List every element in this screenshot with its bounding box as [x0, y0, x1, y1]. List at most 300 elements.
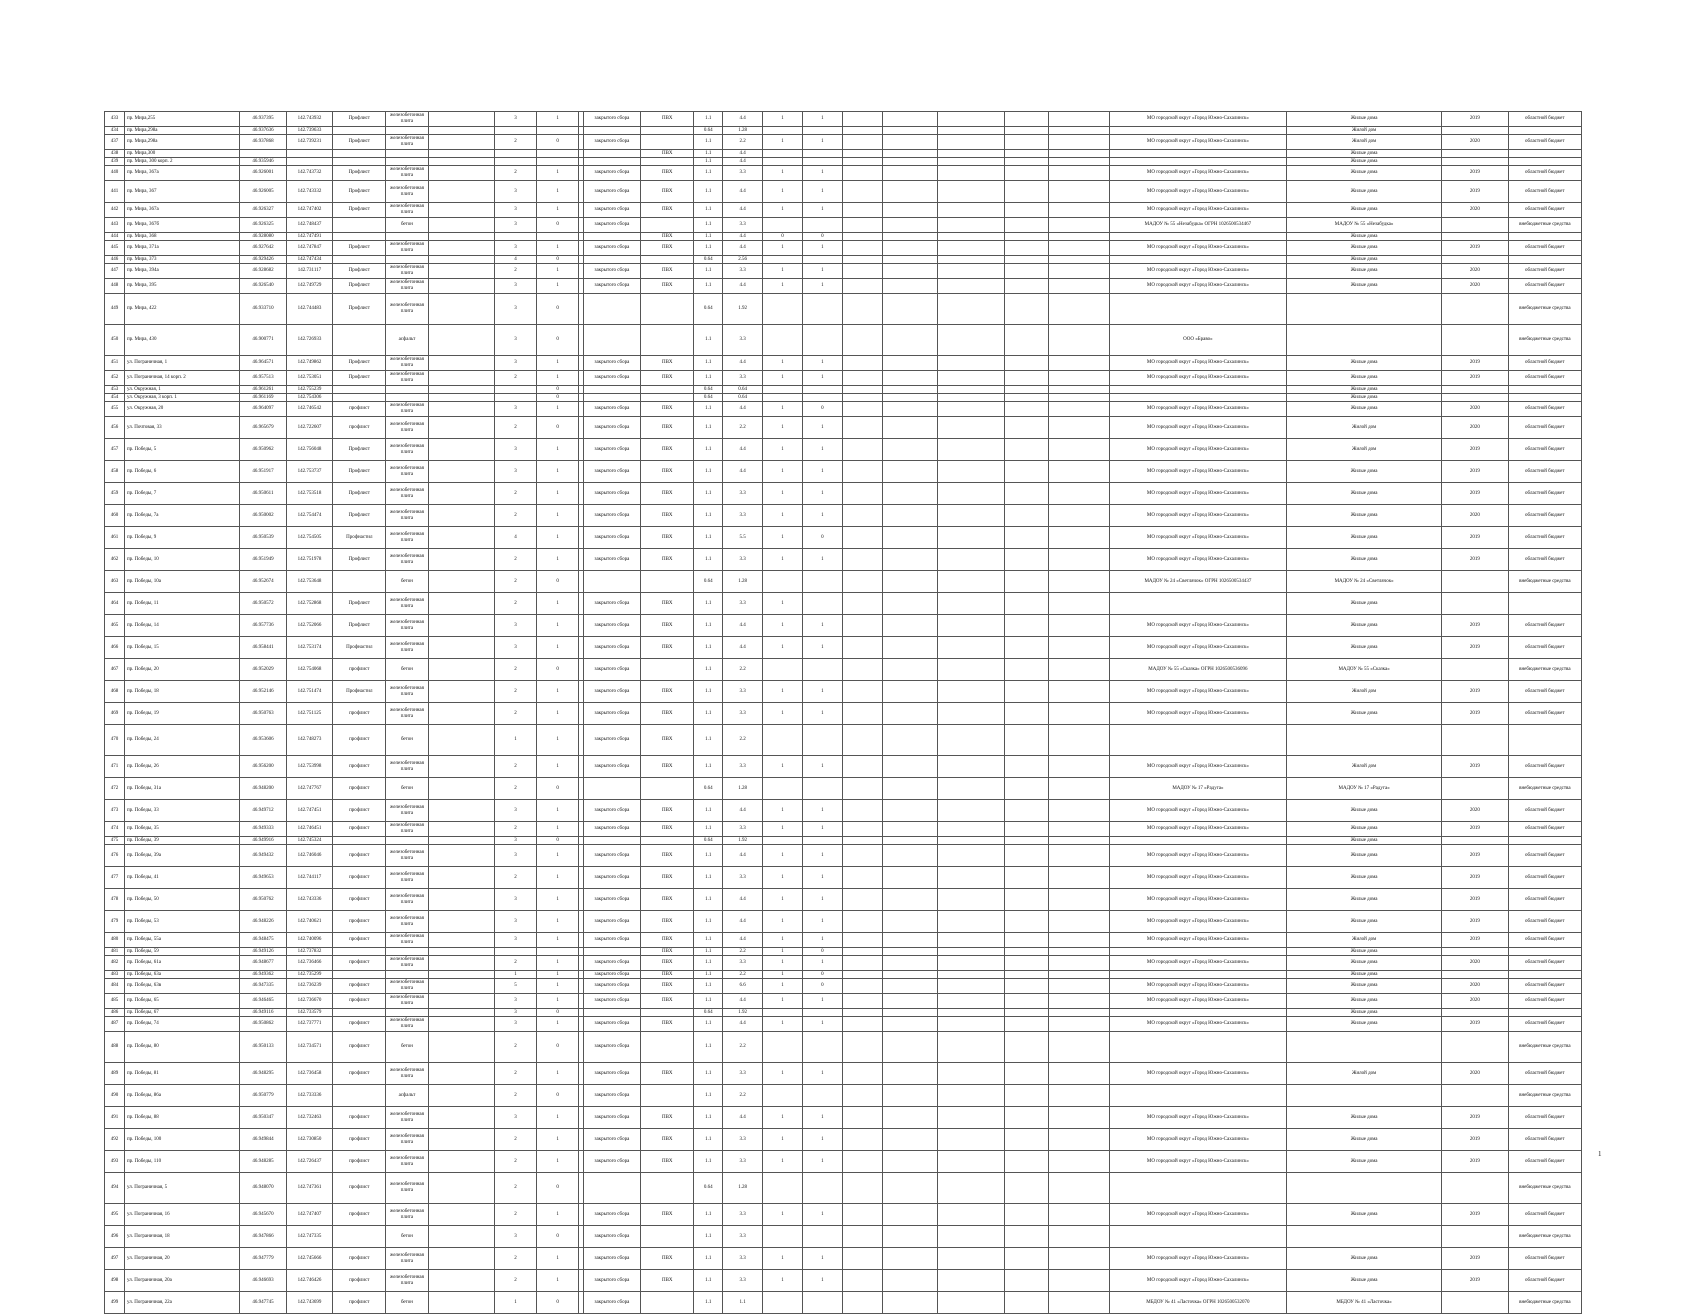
blank-cell	[428, 994, 494, 1009]
longitude-cell: 142.756048	[286, 439, 333, 461]
collection-type-cell: закрытого сбора	[583, 971, 641, 979]
total-volume-cell: 1.28	[723, 1173, 763, 1204]
planned-count-cell: 1	[763, 933, 803, 948]
containers-count-cell: 2	[494, 571, 536, 593]
blank-cell	[882, 181, 937, 203]
blank-cell	[938, 933, 1004, 948]
row-number-cell: 485	[105, 994, 125, 1009]
table-row	[105, 135, 1582, 150]
planned-bunkers-cell: 1	[802, 279, 842, 294]
base-material-cell: Профнастил	[333, 681, 386, 703]
blank-cell	[842, 1107, 882, 1129]
table-row	[105, 956, 1582, 971]
blank-cell	[842, 233, 882, 241]
blank-cell	[842, 386, 882, 394]
blank-cell	[842, 112, 882, 127]
waste-source-cell: Жилые дома	[1287, 1204, 1442, 1226]
longitude-cell: 142.754306	[286, 394, 333, 402]
base-material-cell	[333, 971, 386, 979]
blank-cell	[1004, 725, 1048, 756]
blank-cell	[1048, 1017, 1109, 1032]
blank-cell	[1048, 1009, 1109, 1017]
base-material-cell: профлист	[333, 800, 386, 822]
owner-cell: МО городской округ «Город Южно-Сахалинск»	[1109, 1129, 1286, 1151]
blank-cell	[1048, 241, 1109, 256]
total-volume-cell: 4.4	[723, 800, 763, 822]
blank-cell	[1048, 256, 1109, 264]
container-volume-cell: 1.1	[694, 527, 723, 549]
collection-type-cell: закрытого сбора	[583, 956, 641, 971]
address-cell: ул. Пограничная, 22а	[124, 1292, 239, 1314]
address-cell: ул. Окружная, 3 корп. 1	[124, 394, 239, 402]
containers-count-cell: 2	[494, 417, 536, 439]
planned-bunkers-cell	[802, 150, 842, 158]
planned-count-cell	[763, 571, 803, 593]
base-material-cell	[333, 158, 386, 166]
base-material-cell: Профлист	[333, 135, 386, 150]
total-volume-cell: 4.4	[723, 112, 763, 127]
year-cell: 2020	[1442, 1063, 1508, 1085]
blank-cell	[428, 956, 494, 971]
collection-type-cell: закрытого сбора	[583, 461, 641, 483]
planned-bunkers-cell: 0	[802, 971, 842, 979]
waste-source-cell: Жилой дом	[1287, 1063, 1442, 1085]
blank-cell	[428, 1173, 494, 1204]
blank-cell	[1004, 1270, 1048, 1292]
base-material-cell: профлист	[333, 979, 386, 994]
table-row	[105, 394, 1582, 402]
blank-cell	[882, 218, 937, 233]
container-volume-cell: 1.1	[694, 1063, 723, 1085]
total-volume-cell: 2.2	[723, 948, 763, 956]
blank-cell	[882, 439, 937, 461]
row-number-cell: 458	[105, 461, 125, 483]
planned-bunkers-cell: 1	[802, 166, 842, 181]
latitude-cell: 46.948226	[240, 911, 287, 933]
longitude-cell: 142.749862	[286, 356, 333, 371]
container-volume-cell: 0.64	[694, 294, 723, 325]
collection-type-cell	[583, 1173, 641, 1204]
address-cell: пр. Победы, 31а	[124, 778, 239, 800]
blank-cell	[1048, 725, 1109, 756]
latitude-cell: 46.951949	[240, 549, 287, 571]
table-row	[105, 637, 1582, 659]
year-cell	[1442, 394, 1508, 402]
collection-type-cell: закрытого сбора	[583, 181, 641, 203]
owner-cell: МО городской округ «Город Южно-Сахалинск»	[1109, 703, 1286, 725]
surface-cell: бетон	[386, 218, 428, 233]
collection-type-cell	[583, 571, 641, 593]
blank-cell	[1004, 549, 1048, 571]
container-volume-cell: 0.64	[694, 394, 723, 402]
bunkers-count-cell: 1	[537, 1151, 579, 1173]
funding-cell: внебюджетные средства	[1508, 218, 1581, 233]
blank-cell	[882, 158, 937, 166]
blank-cell	[938, 1226, 1004, 1248]
blank-cell	[1004, 994, 1048, 1009]
container-material-cell: ПВХ	[641, 439, 694, 461]
blank-cell	[882, 256, 937, 264]
collection-type-cell: закрытого сбора	[583, 417, 641, 439]
container-sites-table	[104, 111, 1582, 1314]
surface-cell: железобетонная плита	[386, 1173, 428, 1204]
table-row	[105, 1248, 1582, 1270]
blank-cell	[842, 527, 882, 549]
longitude-cell: 142.748273	[286, 725, 333, 756]
waste-source-cell: Жилые дома	[1287, 1017, 1442, 1032]
total-volume-cell: 3.3	[723, 371, 763, 386]
row-number-cell: 464	[105, 593, 125, 615]
bunkers-count-cell: 1	[537, 241, 579, 256]
address-cell: ул. Пограничная, 20а	[124, 1270, 239, 1292]
owner-cell: МО городской округ «Город Южно-Сахалинск»	[1109, 1248, 1286, 1270]
funding-cell: внебюджетные средства	[1508, 778, 1581, 800]
containers-count-cell: 3	[494, 994, 536, 1009]
table-row	[105, 294, 1582, 325]
blank-cell	[882, 461, 937, 483]
bunkers-count-cell: 0	[537, 571, 579, 593]
longitude-cell: 142.748437	[286, 218, 333, 233]
bunkers-count-cell: 1	[537, 112, 579, 127]
year-cell	[1442, 1173, 1508, 1204]
planned-bunkers-cell: 1	[802, 203, 842, 218]
blank-cell	[938, 1063, 1004, 1085]
surface-cell: железобетонная плита	[386, 371, 428, 386]
containers-count-cell	[494, 948, 536, 956]
blank-cell	[1004, 417, 1048, 439]
blank-cell	[842, 417, 882, 439]
table-row	[105, 505, 1582, 527]
container-material-cell: ПВХ	[641, 461, 694, 483]
blank-cell	[1048, 218, 1109, 233]
container-material-cell: ПВХ	[641, 1017, 694, 1032]
bunkers-count-cell: 1	[537, 933, 579, 948]
container-volume-cell: 1.1	[694, 948, 723, 956]
surface-cell	[386, 256, 428, 264]
container-volume-cell: 1.1	[694, 1270, 723, 1292]
year-cell	[1442, 948, 1508, 956]
year-cell: 2019	[1442, 867, 1508, 889]
longitude-cell: 142.753737	[286, 461, 333, 483]
containers-count-cell: 4	[494, 527, 536, 549]
blank-cell	[1048, 294, 1109, 325]
blank-cell	[882, 1204, 937, 1226]
total-volume-cell: 3.3	[723, 218, 763, 233]
containers-count-cell: 2	[494, 1270, 536, 1292]
address-cell: пр. Победы, 86а	[124, 1085, 239, 1107]
planned-count-cell: 1	[763, 1017, 803, 1032]
blank-cell	[428, 417, 494, 439]
waste-source-cell: Жилые дома	[1287, 279, 1442, 294]
bunkers-count-cell: 1	[537, 1017, 579, 1032]
bunkers-count-cell: 1	[537, 483, 579, 505]
collection-type-cell: закрытого сбора	[583, 1085, 641, 1107]
planned-bunkers-cell	[802, 394, 842, 402]
planned-count-cell: 1	[763, 135, 803, 150]
collection-type-cell	[583, 294, 641, 325]
blank-cell	[938, 264, 1004, 279]
row-number-cell: 445	[105, 241, 125, 256]
owner-cell	[1109, 725, 1286, 756]
planned-count-cell: 1	[763, 1204, 803, 1226]
latitude-cell: 46.950762	[240, 889, 287, 911]
blank-cell	[938, 703, 1004, 725]
blank-cell	[882, 483, 937, 505]
blank-cell	[1004, 933, 1048, 948]
waste-source-cell: Жилые дома	[1287, 549, 1442, 571]
owner-cell: МАДОУ № 55 «Незабудка» ОГРН 1026500534467	[1109, 218, 1286, 233]
blank-cell	[882, 1107, 937, 1129]
total-volume-cell: 4.4	[723, 845, 763, 867]
latitude-cell: 46.948070	[240, 1173, 287, 1204]
address-cell: пр. Победы, 39	[124, 837, 239, 845]
containers-count-cell: 3	[494, 837, 536, 845]
planned-count-cell: 0	[763, 233, 803, 241]
latitude-cell: 46.900771	[240, 325, 287, 356]
blank-cell	[428, 889, 494, 911]
owner-cell: МО городской округ «Город Южно-Сахалинск»	[1109, 756, 1286, 778]
collection-type-cell: закрытого сбора	[583, 889, 641, 911]
longitude-cell: 142.730850	[286, 1129, 333, 1151]
blank-cell	[842, 1292, 882, 1314]
collection-type-cell: закрытого сбора	[583, 933, 641, 948]
latitude-cell: 46.948677	[240, 956, 287, 971]
table-row	[105, 800, 1582, 822]
blank-cell	[428, 1063, 494, 1085]
container-volume-cell: 1.1	[694, 615, 723, 637]
blank-cell	[1048, 279, 1109, 294]
blank-cell	[938, 181, 1004, 203]
collection-type-cell: закрытого сбора	[583, 725, 641, 756]
total-volume-cell: 3.3	[723, 1204, 763, 1226]
planned-bunkers-cell: 1	[802, 264, 842, 279]
collection-type-cell: закрытого сбора	[583, 800, 641, 822]
blank-cell	[1004, 1085, 1048, 1107]
blank-cell	[428, 571, 494, 593]
blank-cell	[842, 166, 882, 181]
row-number-cell: 483	[105, 971, 125, 979]
longitude-cell: 142.754474	[286, 505, 333, 527]
blank-cell	[1004, 1248, 1048, 1270]
address-cell: пр. Победы, 50	[124, 889, 239, 911]
base-material-cell: Профлист	[333, 279, 386, 294]
surface-cell: железобетонная плита	[386, 264, 428, 279]
collection-type-cell: закрытого сбора	[583, 166, 641, 181]
blank-cell	[428, 1270, 494, 1292]
blank-cell	[882, 1063, 937, 1085]
latitude-cell: 46.957513	[240, 371, 287, 386]
funding-cell: областной бюджет	[1508, 439, 1581, 461]
base-material-cell: профлист	[333, 1248, 386, 1270]
row-number-cell: 481	[105, 948, 125, 956]
total-volume-cell: 4.4	[723, 615, 763, 637]
year-cell: 2019	[1442, 1270, 1508, 1292]
table-row	[105, 822, 1582, 837]
collection-type-cell: закрытого сбора	[583, 371, 641, 386]
blank-cell	[1004, 822, 1048, 837]
blank-cell	[882, 615, 937, 637]
latitude-cell: 46.927642	[240, 241, 287, 256]
waste-source-cell	[1287, 325, 1442, 356]
container-material-cell: ПВХ	[641, 233, 694, 241]
container-volume-cell: 1.1	[694, 956, 723, 971]
blank-cell	[428, 402, 494, 417]
waste-source-cell: Жилые дома	[1287, 166, 1442, 181]
owner-cell	[1109, 127, 1286, 135]
row-number-cell: 457	[105, 439, 125, 461]
blank-cell	[428, 166, 494, 181]
containers-count-cell: 2	[494, 1204, 536, 1226]
blank-cell	[428, 279, 494, 294]
container-material-cell: ПВХ	[641, 166, 694, 181]
base-material-cell: профлист	[333, 845, 386, 867]
funding-cell: областной бюджет	[1508, 461, 1581, 483]
total-volume-cell: 4.4	[723, 233, 763, 241]
row-number-cell: 470	[105, 725, 125, 756]
container-volume-cell: 1.1	[694, 593, 723, 615]
table-row	[105, 233, 1582, 241]
blank-cell	[938, 725, 1004, 756]
blank-cell	[428, 549, 494, 571]
collection-type-cell: закрытого сбора	[583, 1292, 641, 1314]
planned-bunkers-cell: 1	[802, 371, 842, 386]
surface-cell: железобетонная плита	[386, 681, 428, 703]
blank-cell	[428, 394, 494, 402]
bunkers-count-cell: 1	[537, 439, 579, 461]
latitude-cell: 46.950763	[240, 703, 287, 725]
container-material-cell: ПВХ	[641, 822, 694, 837]
table-row	[105, 386, 1582, 394]
collection-type-cell: закрытого сбора	[583, 845, 641, 867]
planned-count-cell: 1	[763, 461, 803, 483]
blank-cell	[938, 461, 1004, 483]
table-row	[105, 166, 1582, 181]
blank-cell	[938, 166, 1004, 181]
blank-cell	[842, 549, 882, 571]
blank-cell	[882, 386, 937, 394]
blank-cell	[1048, 1063, 1109, 1085]
container-volume-cell: 1.1	[694, 822, 723, 837]
blank-cell	[1048, 1085, 1109, 1107]
containers-count-cell: 3	[494, 279, 536, 294]
surface-cell: железобетонная плита	[386, 279, 428, 294]
waste-source-cell	[1287, 1226, 1442, 1248]
address-cell: пр. Победы, 80	[124, 1032, 239, 1063]
blank-cell	[938, 800, 1004, 822]
bunkers-count-cell: 1	[537, 402, 579, 417]
blank-cell	[938, 637, 1004, 659]
planned-count-cell: 1	[763, 637, 803, 659]
bunkers-count-cell: 1	[537, 1270, 579, 1292]
blank-cell	[1048, 166, 1109, 181]
blank-cell	[842, 845, 882, 867]
collection-type-cell: закрытого сбора	[583, 505, 641, 527]
container-volume-cell: 1.1	[694, 505, 723, 527]
blank-cell	[938, 659, 1004, 681]
blank-cell	[882, 867, 937, 889]
year-cell: 2019	[1442, 439, 1508, 461]
blank-cell	[882, 150, 937, 158]
blank-cell	[938, 1151, 1004, 1173]
year-cell	[1442, 1226, 1508, 1248]
blank-cell	[938, 135, 1004, 150]
blank-cell	[428, 756, 494, 778]
containers-count-cell: 3	[494, 402, 536, 417]
blank-cell	[882, 889, 937, 911]
owner-cell: МО городской округ «Город Южно-Сахалинск»	[1109, 681, 1286, 703]
year-cell: 2019	[1442, 112, 1508, 127]
address-cell: пр. Мира,300	[124, 150, 239, 158]
row-number-cell: 492	[105, 1129, 125, 1151]
container-volume-cell: 1.1	[694, 166, 723, 181]
planned-count-cell: 1	[763, 948, 803, 956]
container-material-cell: ПВХ	[641, 756, 694, 778]
surface-cell: бетон	[386, 659, 428, 681]
surface-cell	[386, 150, 428, 158]
blank-cell	[842, 822, 882, 837]
waste-source-cell: Жилой дом	[1287, 439, 1442, 461]
planned-count-cell: 1	[763, 1151, 803, 1173]
row-number-cell: 440	[105, 166, 125, 181]
blank-cell	[1004, 371, 1048, 386]
collection-type-cell: закрытого сбора	[583, 356, 641, 371]
owner-cell: МО городской округ «Город Южно-Сахалинск»	[1109, 1151, 1286, 1173]
containers-count-cell: 2	[494, 1248, 536, 1270]
blank-cell	[842, 241, 882, 256]
base-material-cell: Профлист	[333, 461, 386, 483]
container-material-cell: ПВХ	[641, 889, 694, 911]
latitude-cell: 46.949844	[240, 1129, 287, 1151]
longitude-cell: 142.751978	[286, 549, 333, 571]
latitude-cell: 46.953606	[240, 725, 287, 756]
base-material-cell: профлист	[333, 1017, 386, 1032]
blank-cell	[882, 1173, 937, 1204]
latitude-cell: 46.948295	[240, 1063, 287, 1085]
owner-cell: МО городской округ «Город Южно-Сахалинск»	[1109, 264, 1286, 279]
year-cell: 2019	[1442, 845, 1508, 867]
blank-cell	[428, 971, 494, 979]
blank-cell	[938, 218, 1004, 233]
base-material-cell: профлист	[333, 1151, 386, 1173]
container-material-cell: ПВХ	[641, 1129, 694, 1151]
year-cell	[1442, 571, 1508, 593]
blank-cell	[1004, 778, 1048, 800]
blank-cell	[842, 800, 882, 822]
blank-cell	[938, 402, 1004, 417]
owner-cell: МО городской округ «Город Южно-Сахалинск»	[1109, 1107, 1286, 1129]
total-volume-cell: 3.3	[723, 505, 763, 527]
year-cell: 2019	[1442, 1107, 1508, 1129]
surface-cell: железобетонная плита	[386, 822, 428, 837]
year-cell	[1442, 1292, 1508, 1314]
blank-cell	[1048, 979, 1109, 994]
container-material-cell: ПВХ	[641, 417, 694, 439]
container-material-cell	[641, 659, 694, 681]
blank-cell	[882, 394, 937, 402]
row-number-cell: 466	[105, 637, 125, 659]
funding-cell: областной бюджет	[1508, 911, 1581, 933]
longitude-cell: 142.745324	[286, 837, 333, 845]
longitude-cell: 142.734571	[286, 1032, 333, 1063]
waste-source-cell: Жилые дома	[1287, 371, 1442, 386]
collection-type-cell: закрытого сбора	[583, 1032, 641, 1063]
surface-cell: железобетонная плита	[386, 1270, 428, 1292]
funding-cell: областной бюджет	[1508, 1270, 1581, 1292]
address-cell: пр. Победы, 39а	[124, 845, 239, 867]
container-material-cell: ПВХ	[641, 681, 694, 703]
total-volume-cell: 4.4	[723, 241, 763, 256]
total-volume-cell: 3.3	[723, 549, 763, 571]
